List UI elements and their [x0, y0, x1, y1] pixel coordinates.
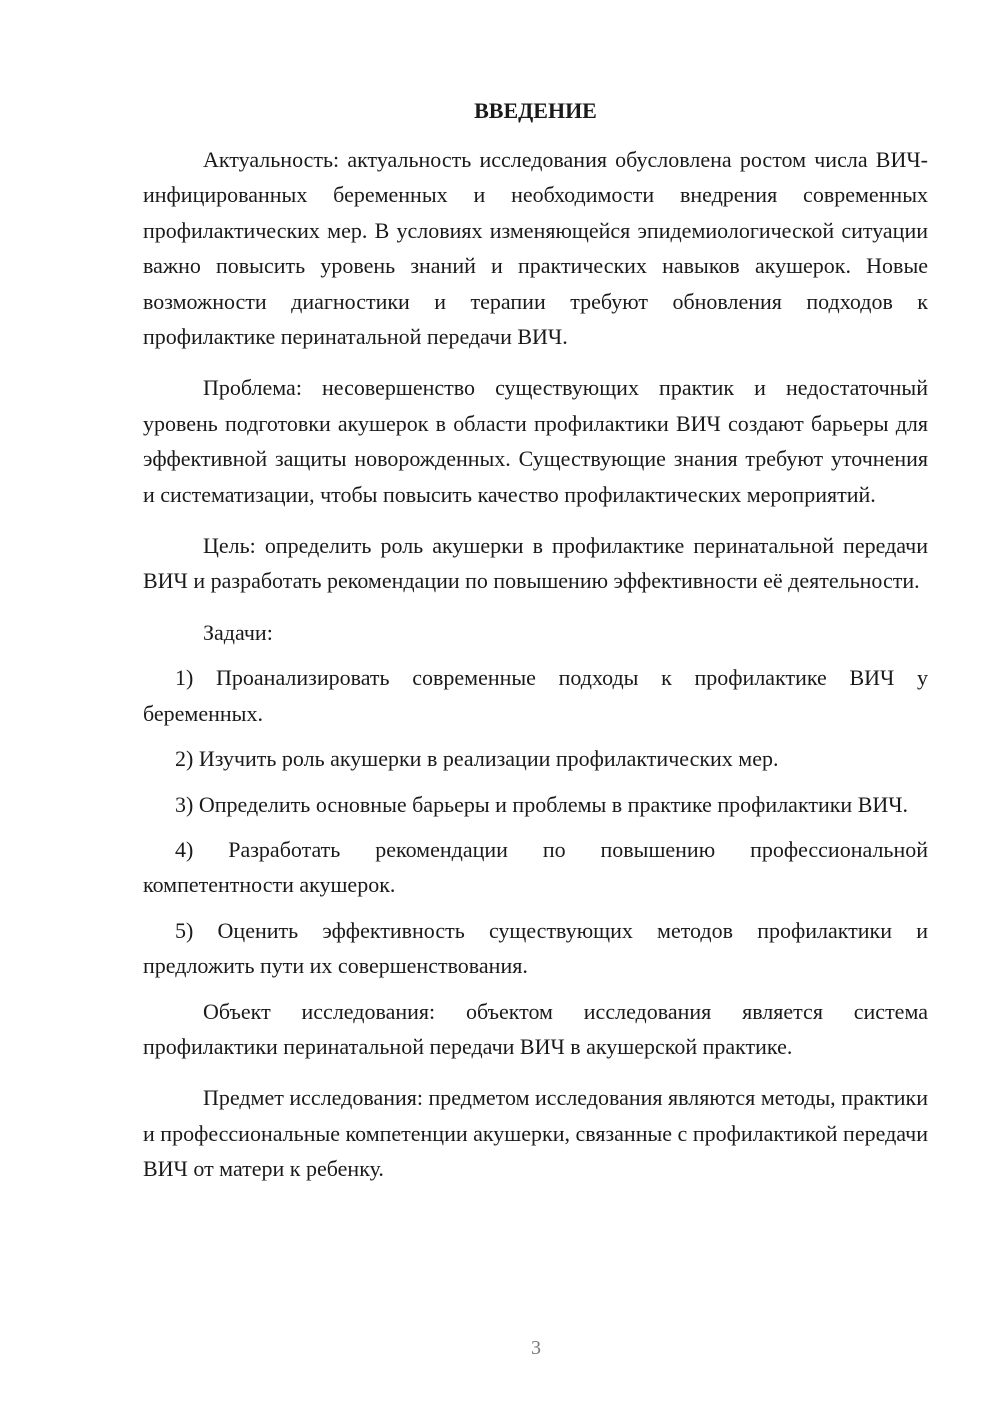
- object-paragraph: Объект исследования: объектом исследования является система профилактики перинатальной передачи ВИЧ в акушерской практике.: [143, 998, 928, 1059]
- goal-paragraph: Цель: определить роль акушерки в профилактике перинатальной передачи ВИЧ и разработать рекомендации по повышению эффективности её деятельности.: [143, 533, 928, 594]
- subject-paragraph: Предмет исследования: предметом исследования являются методы, практики и профессиональные компетенции акушерки, связанные с профилактикой передачи ВИЧ от матери к ребенку.: [143, 1085, 928, 1182]
- task-item-3: 3) Определить основные барьеры и проблемы в практике профилактики ВИЧ.: [175, 791, 909, 817]
- task-item-2: 2) Изучить роль акушерки в реализации профилактических мер.: [175, 746, 779, 772]
- page-content: [143, 96, 928, 1203]
- task-item-4: 4) Разработать рекомендации по повышению профессиональной компетентности акушерок.: [143, 836, 928, 898]
- page-title: ВВЕДЕНИЕ: [474, 98, 597, 123]
- relevance-paragraph: Актуальность: актуальность исследования обусловлена ростом числа ВИЧ-инфицированных беременных и необходимости внедрения современных профилактических мер. В условиях изменяющейся эпидемиологической ситуации важно повысить уровень знаний и практических навыков акушерок. Новые возможности диагностики и терапии требуют обновления подходов к профилактике перинатальной передачи ВИЧ.: [143, 147, 928, 350]
- task-item-5: 5) Оценить эффективность существующих методов профилактики и предложить пути их совершенствования.: [143, 917, 928, 979]
- page-number: 3: [531, 1337, 541, 1359]
- task-item-1: 1) Проанализировать современные подходы к профилактике ВИЧ у беременных.: [143, 665, 928, 726]
- problem-paragraph: Проблема: несовершенство существующих практик и недостаточный уровень подготовки акушерок в области профилактики ВИЧ создают барьеры для эффективной защиты новорожденных. Существующие знания требуют уточнения и систематизации, чтобы повысить качество профилактических мероприятий.: [143, 375, 928, 507]
- tasks-label: Задачи:: [203, 619, 273, 645]
